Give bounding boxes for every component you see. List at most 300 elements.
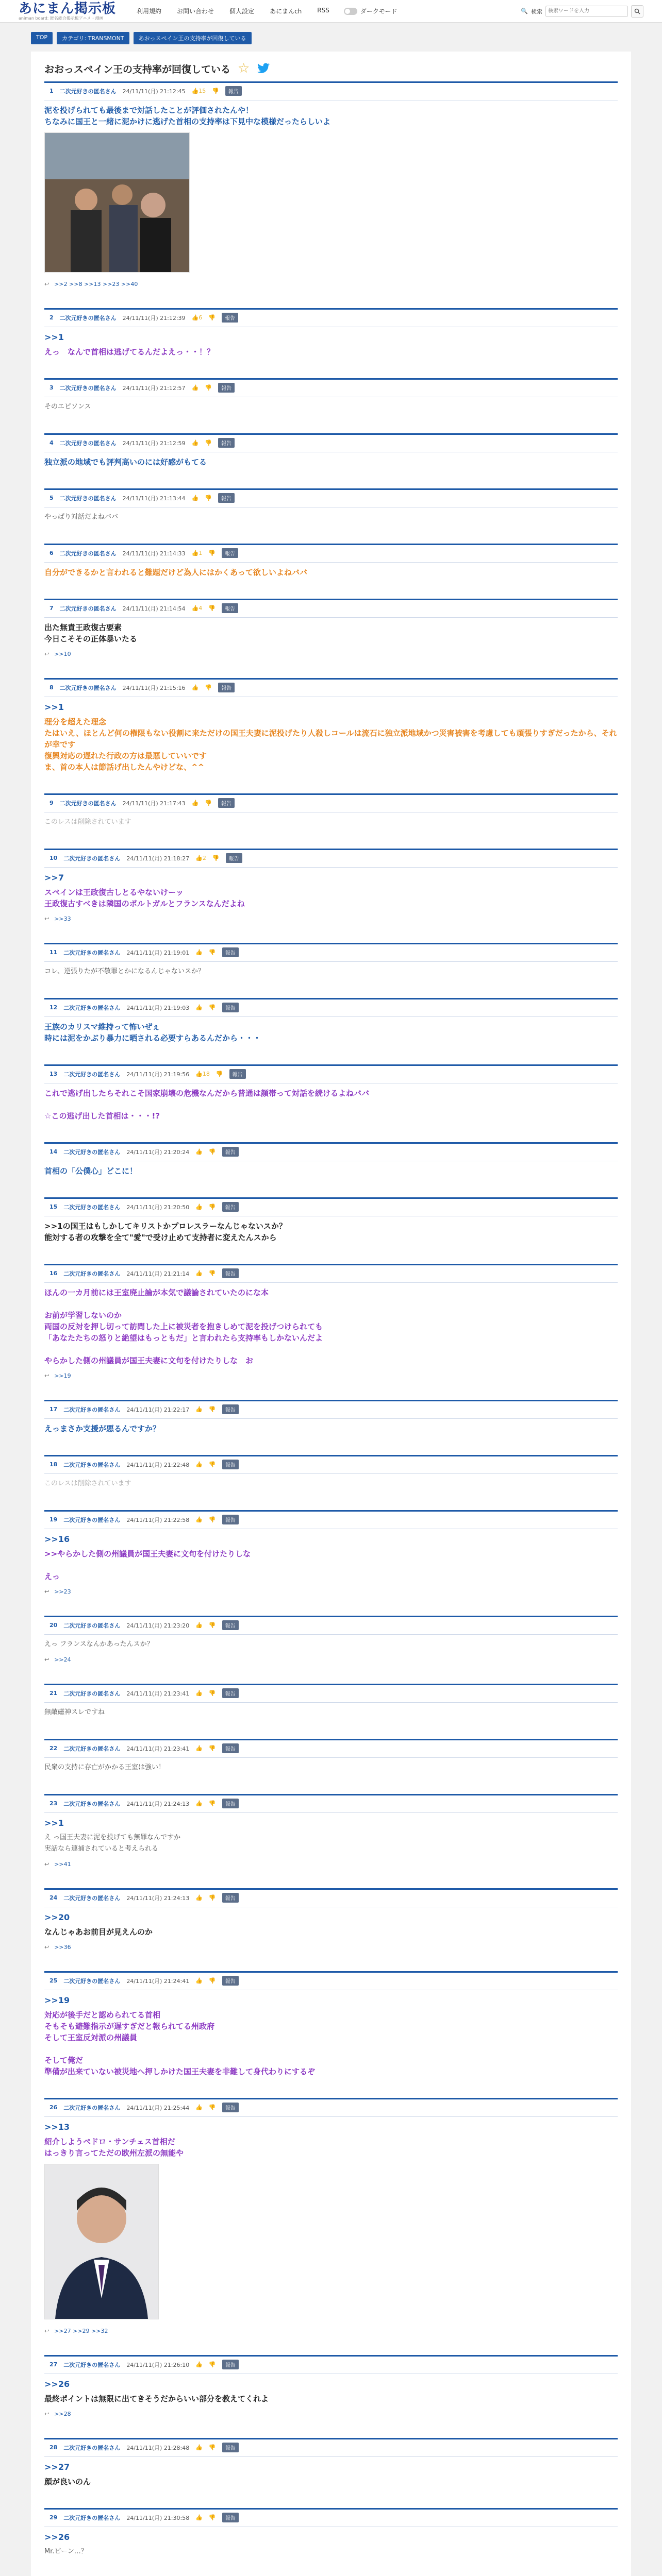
post-date: 24/11/11(月) 21:12:59 <box>122 439 186 447</box>
post-body: 泥を投げられても最後まで対話したことが評価されたんや！ ちなみに国王と一緒に泥かけに逃げた首相の支持率は下見中な模様だったらしいよ <box>44 106 331 126</box>
poster-name: 二次元好きの匿名さん <box>63 1516 121 1523</box>
upvote-icon[interactable]: 👍 <box>195 1894 203 1901</box>
upvote-icon[interactable]: 👍15 <box>191 88 206 94</box>
report-button[interactable]: 報告 <box>218 438 235 448</box>
post-number[interactable]: 27 <box>49 2361 58 2368</box>
reply-anchor[interactable]: >>1 <box>44 332 64 342</box>
poster-name: 二次元好きの匿名さん <box>63 1690 121 1697</box>
upvote-icon[interactable]: 👍 <box>195 2444 203 2451</box>
reply-anchor[interactable]: >>19 <box>44 1995 70 2005</box>
downvote-icon[interactable]: 👎 <box>208 1461 216 1468</box>
report-button[interactable]: 報告 <box>222 2103 239 2112</box>
report-button[interactable]: 報告 <box>218 493 235 503</box>
magnifier-icon <box>634 8 640 14</box>
post-number[interactable]: 9 <box>49 800 54 806</box>
upvote-icon[interactable]: 👍 <box>195 1406 203 1413</box>
reply-links <box>44 651 618 657</box>
upvote-icon[interactable]: 👍18 <box>195 1071 210 1077</box>
reply-link-list[interactable]: >>2 >>8 >>13 >>23 >>40 <box>54 281 138 287</box>
downvote-icon[interactable]: 👎 <box>208 949 216 956</box>
report-button[interactable]: 報告 <box>222 1404 239 1414</box>
post-date: 24/11/11(月) 21:17:43 <box>122 800 186 807</box>
post-header <box>44 1268 618 1283</box>
upvote-icon[interactable]: 👍 <box>195 1745 203 1752</box>
reply-links <box>44 2328 618 2334</box>
reply-icon: ↩ <box>44 1588 49 1595</box>
downvote-icon[interactable]: 👎 <box>208 1894 216 1901</box>
thread-title-row <box>44 57 618 81</box>
reply-link-list[interactable]: >>41 <box>54 1861 71 1868</box>
nav-terms[interactable]: 利用規約 <box>137 8 162 15</box>
downvote-icon[interactable]: 👎 <box>216 1071 223 1077</box>
post <box>44 1888 618 1951</box>
toggle-track[interactable] <box>344 8 357 15</box>
downvote-icon[interactable]: 👎 <box>208 2104 216 2111</box>
post-date: 24/11/11(月) 21:26:10 <box>126 2361 190 2368</box>
upvote-icon[interactable]: 👍 <box>195 2514 203 2521</box>
post-date: 24/11/11(月) 21:19:56 <box>126 1071 190 1078</box>
post <box>44 544 618 578</box>
post <box>44 1064 618 1122</box>
post-date: 24/11/11(月) 21:14:33 <box>122 550 186 557</box>
report-button[interactable]: 報告 <box>222 1620 239 1630</box>
upvote-icon[interactable]: 👍 <box>195 1204 203 1210</box>
report-button[interactable]: 報告 <box>222 947 239 957</box>
logo-subtext: animan board: 匿名総合掲示板アニメ・漫画 <box>19 15 104 21</box>
post-number[interactable]: 15 <box>49 1204 58 1210</box>
post-date: 24/11/11(月) 21:18:27 <box>126 855 190 862</box>
report-button[interactable]: 報告 <box>222 1268 239 1278</box>
post-body: やっぱり対話だよねババ <box>44 513 119 521</box>
report-button[interactable]: 報告 <box>218 383 235 393</box>
report-button[interactable]: 報告 <box>222 1460 239 1469</box>
reply-link-list[interactable]: >>28 <box>54 2411 71 2417</box>
downvote-icon[interactable]: 👎 <box>212 855 220 861</box>
downvote-icon[interactable]: 👎 <box>208 1977 216 1984</box>
reply-link-list[interactable]: >>24 <box>54 1656 71 1663</box>
post-header <box>44 1460 618 1474</box>
post-number[interactable]: 17 <box>49 1406 58 1413</box>
upvote-icon[interactable]: 👍2 <box>195 855 206 861</box>
post-number[interactable]: 16 <box>49 1270 58 1277</box>
post-date: 24/11/11(月) 21:14:54 <box>122 605 186 612</box>
poster-name: 二次元好きの匿名さん <box>63 2444 121 2451</box>
report-button[interactable]: 報告 <box>222 1893 239 1903</box>
poster-name: 二次元好きの匿名さん <box>63 1461 121 1468</box>
poster-name: 二次元好きの匿名さん <box>63 1071 121 1078</box>
report-button[interactable]: 報告 <box>222 1976 239 1986</box>
post-header <box>44 947 618 962</box>
post-date: 24/11/11(月) 21:22:48 <box>126 1461 190 1468</box>
post-number[interactable]: 5 <box>49 495 54 501</box>
post-number[interactable]: 12 <box>49 1004 58 1011</box>
post-header <box>44 313 618 327</box>
poster-name: 二次元好きの匿名さん <box>63 855 121 862</box>
poster-name: 二次元好きの匿名さん <box>59 684 117 691</box>
page-title: おおっスペイン王の支持率が回復している <box>44 63 231 75</box>
post-header <box>44 2513 618 2527</box>
post-number[interactable]: 19 <box>49 1516 58 1523</box>
report-button[interactable]: 報告 <box>226 853 242 863</box>
downvote-icon[interactable]: 👎 <box>205 439 212 446</box>
nav-settings[interactable]: 個人設定 <box>229 8 255 15</box>
post-date: 24/11/11(月) 21:22:17 <box>126 1406 190 1413</box>
dark-mode-toggle[interactable] <box>344 7 398 15</box>
breadcrumb-thread[interactable]: あおっスペイン王の支持率が回復している <box>134 32 252 44</box>
post-header <box>44 493 618 507</box>
post-list <box>44 81 618 2576</box>
downvote-icon[interactable]: 👎 <box>208 2444 216 2451</box>
report-button[interactable]: 報告 <box>222 548 238 558</box>
post-body: 独立派の地域でも評判高いのには好感がもてる <box>44 457 207 467</box>
reply-link-list[interactable]: >>10 <box>54 651 71 657</box>
post-body: えっまさか支援が悪るんですか？ <box>44 1424 161 1433</box>
poster-name: 二次元好きの匿名さん <box>59 495 117 502</box>
post-number[interactable]: 3 <box>49 384 54 391</box>
reply-icon: ↩ <box>44 1372 49 1379</box>
post-date: 24/11/11(月) 21:13:44 <box>122 495 186 502</box>
post-body: 自分ができるかと言われると難題だけど為人にはかくあって欲しいよねババ <box>44 568 307 577</box>
post <box>44 793 618 828</box>
downvote-icon[interactable]: 👎 <box>208 314 216 321</box>
poster-name: 二次元好きの匿名さん <box>63 1270 121 1277</box>
post <box>44 1400 618 1434</box>
upvote-icon[interactable]: 👍 <box>195 1516 203 1523</box>
downvote-icon[interactable]: 👎 <box>208 550 216 556</box>
post-body: このレスは削除されています <box>44 1480 131 1487</box>
reply-links <box>44 281 618 287</box>
poster-name: 二次元好きの匿名さん <box>63 1894 121 1902</box>
reply-links <box>44 1861 618 1868</box>
post-number[interactable]: 1 <box>49 88 54 94</box>
post-body: 民衆の支持に存亡がかかる王室は強い！ <box>44 1764 166 1771</box>
post-body: 最終ポイントは無限に出てきそうだからいい部分を教えてくれよ <box>44 2394 269 2403</box>
post <box>44 378 618 413</box>
reply-anchor[interactable]: >>26 <box>44 2379 70 2389</box>
post-number[interactable]: 20 <box>49 1622 58 1629</box>
post-date: 24/11/11(月) 21:25:44 <box>126 2104 190 2111</box>
post-body: えっ なんで首相は逃げてるんだよえっ・・！？ <box>44 347 215 357</box>
post-body: 出た無責王政復古要素 今日こそその正体暴いたる <box>44 623 138 643</box>
post-number[interactable]: 4 <box>49 439 54 446</box>
favorite-star-icon[interactable]: ☆ <box>238 61 250 76</box>
post-date: 24/11/11(月) 21:23:20 <box>126 1622 190 1629</box>
post-body: >>1の国王はもしかしてキリストかプロレスラーなんじゃないスか？ 能対する者の攻撃を全て"愛"で受け止めて支持者に変えたんスから <box>44 1222 287 1242</box>
downvote-icon[interactable]: 👎 <box>208 2514 216 2521</box>
downvote-icon[interactable]: 👎 <box>212 88 219 94</box>
downvote-icon[interactable]: 👎 <box>205 684 212 691</box>
post-date: 24/11/11(月) 21:22:58 <box>126 1516 190 1523</box>
post-body: 首相の「公僕心」どこに！ <box>44 1166 138 1176</box>
poster-name: 二次元好きの匿名さん <box>59 439 117 447</box>
post-body: 無敵磁神スレですね <box>44 1708 105 1716</box>
post-number[interactable]: 2 <box>49 314 54 321</box>
post-header <box>44 1976 618 1990</box>
reply-links <box>44 1656 618 1663</box>
reply-links <box>44 1588 618 1595</box>
post-number[interactable]: 8 <box>49 684 54 691</box>
post-body: スペインは王政復古しとるやないけーッ 王政復古すべきは隣国のポルトガルとフランスなんだよね <box>44 888 245 908</box>
upvote-icon[interactable]: 👍 <box>195 1004 203 1011</box>
post-number[interactable]: 24 <box>49 1894 58 1901</box>
upvote-icon[interactable]: 👍 <box>195 1690 203 1697</box>
upvote-icon[interactable]: 👍 <box>195 1148 203 1155</box>
post-body: 対応が後手だと認められてる首相 そもそも避難指示が遅すぎだと報られてる州政府 そして王室反対派の州議員 そして俺だ 準備が出来ていない被災地へ押しかけた国王夫妻を非難して身代わりにするぞ <box>44 2010 316 2076</box>
post <box>44 81 618 287</box>
post-date: 24/11/11(月) 21:23:41 <box>126 1690 190 1697</box>
post-date: 24/11/11(月) 21:12:45 <box>122 88 186 95</box>
top-bar <box>0 0 662 23</box>
poster-name: 二次元好きの匿名さん <box>59 88 117 95</box>
post-header <box>44 603 618 618</box>
breadcrumb-top[interactable]: TOP <box>31 32 53 44</box>
reply-icon: ↩ <box>44 2328 49 2334</box>
reply-link-list[interactable]: >>36 <box>54 1944 71 1951</box>
main-nav <box>137 7 329 15</box>
post-body: ほんの一カ月前には王室廃止論が本気で議論されていたのにな本 お前が学習しないのか 両国の反対を押し切って訪問した上に被災者を抱きしめて泥を投げつけられても 「あなたたちの怒りと絶望はもっともだ」と言われたら支持率もしかないんだよ やらかした側の州議員が国王夫妻に文句を付けたりしな お <box>44 1288 323 1365</box>
post-header <box>44 2443 618 2457</box>
search-button[interactable] <box>631 5 643 18</box>
post-header <box>44 1799 618 1813</box>
reply-links <box>44 916 618 922</box>
downvote-icon[interactable]: 👎 <box>208 605 216 612</box>
post-header <box>44 1404 618 1419</box>
reply-anchor[interactable]: >>13 <box>44 2122 70 2132</box>
post-date: 24/11/11(月) 21:12:57 <box>122 384 186 392</box>
poster-name: 二次元好きの匿名さん <box>63 1622 121 1629</box>
search-icon: 🔍 <box>521 8 528 14</box>
poster-name: 二次元好きの匿名さん <box>63 1148 121 1156</box>
report-button[interactable]: 報告 <box>222 2360 239 2369</box>
report-button[interactable]: 報告 <box>222 1202 239 1212</box>
post-header <box>44 1515 618 1529</box>
report-button[interactable]: 報告 <box>222 2513 239 2522</box>
post-header <box>44 383 618 397</box>
upvote-icon[interactable]: 👍 <box>195 1461 203 1468</box>
report-button[interactable]: 報告 <box>218 683 235 692</box>
upvote-icon[interactable]: 👍 <box>195 2104 203 2111</box>
post <box>44 1739 618 1773</box>
upvote-icon[interactable]: 👍 <box>191 439 199 446</box>
post <box>44 1510 618 1595</box>
post <box>44 1197 618 1243</box>
upvote-icon[interactable]: 👍 <box>195 1270 203 1277</box>
post <box>44 308 618 358</box>
downvote-icon[interactable]: 👎 <box>208 1516 216 1523</box>
downvote-icon[interactable]: 👎 <box>208 1148 216 1155</box>
reply-icon: ↩ <box>44 2411 49 2417</box>
report-button[interactable]: 報告 <box>222 1799 239 1808</box>
post-body: このレスは削除されています <box>44 818 131 826</box>
post-body: 王族のカリスマ維持って怖いぜぇ 時には泥をかぶり暴力に晒される必要すらあるんだから・・・ <box>44 1022 261 1043</box>
post-body: そのエピソンス <box>44 403 91 411</box>
post-number[interactable]: 25 <box>49 1977 58 1984</box>
report-button[interactable]: 報告 <box>222 1147 239 1157</box>
downvote-icon[interactable]: 👎 <box>208 1745 216 1752</box>
reply-links <box>44 2411 618 2417</box>
post-body: コレ、逆張りたが不敬罪とかになるんじゃないスか？ <box>44 968 205 975</box>
post-body: Mr.ビーン…？ <box>44 2548 88 2555</box>
upvote-icon[interactable]: 👍 <box>195 1622 203 1629</box>
report-button[interactable]: 報告 <box>222 1515 239 1524</box>
reply-icon: ↩ <box>44 916 49 922</box>
post-date: 24/11/11(月) 21:28:48 <box>126 2444 190 2451</box>
reply-link-list[interactable]: >>33 <box>54 916 71 922</box>
post <box>44 849 618 922</box>
reply-icon: ↩ <box>44 1944 49 1951</box>
reply-anchor[interactable]: >>7 <box>44 873 64 883</box>
post-body: >>やらかした側の州議員が国王夫妻に文句を付けたりしな えっ <box>44 1549 251 1581</box>
nav-animanch[interactable]: あにまんch <box>270 8 302 15</box>
poster-name: 二次元好きの匿名さん <box>59 605 117 612</box>
reply-anchor[interactable]: >>1 <box>44 702 64 712</box>
post-header <box>44 2360 618 2374</box>
reply-anchor[interactable]: >>1 <box>44 1818 64 1828</box>
report-button[interactable]: 報告 <box>229 1069 246 1079</box>
report-button[interactable]: 報告 <box>225 86 242 96</box>
post-header <box>44 1688 618 1703</box>
post-body: 紹介しようペドロ・サンチェス首相だ はっきり言ってただの欧州左派の無能や <box>44 2137 184 2158</box>
post-header <box>44 2103 618 2117</box>
post <box>44 2508 618 2557</box>
post-header <box>44 438 618 452</box>
upvote-icon[interactable]: 👍 <box>195 1800 203 1807</box>
breadcrumb-category[interactable]: カテゴリ: TRANSMONT <box>57 32 129 44</box>
downvote-icon[interactable]: 👎 <box>205 384 212 391</box>
twitter-share-icon[interactable] <box>257 63 270 74</box>
downvote-icon[interactable]: 👎 <box>208 1800 216 1807</box>
upvote-icon[interactable]: 👍 <box>191 684 199 691</box>
post-header <box>44 853 618 868</box>
post <box>44 1142 618 1177</box>
upvote-icon[interactable]: 👍6 <box>191 314 203 321</box>
portrait-image[interactable] <box>44 2164 159 2319</box>
post-header <box>44 86 618 100</box>
reply-icon: ↩ <box>44 651 49 657</box>
post-body: これで逃げ出したらそれこそ国家崩壊の危機なんだから普通は顔帯って対話を続けるよねババ ☆この逃げ出した首相は・・・!? <box>44 1089 370 1121</box>
breadcrumb <box>0 23 662 44</box>
post-date: 24/11/11(月) 21:20:50 <box>126 1204 190 1211</box>
search-area <box>521 5 643 18</box>
post-number[interactable]: 18 <box>49 1461 58 1468</box>
reply-anchor[interactable]: >>27 <box>44 2462 70 2472</box>
upvote-icon[interactable]: 👍 <box>195 1977 203 1984</box>
post-number[interactable]: 13 <box>49 1071 58 1077</box>
report-button[interactable]: 報告 <box>222 313 238 323</box>
reply-link-list[interactable]: >>27 >>29 >>32 <box>54 2328 108 2334</box>
search-input[interactable] <box>545 6 628 17</box>
upvote-icon[interactable]: 👍 <box>191 384 199 391</box>
dark-mode-label: ダークモード <box>360 8 398 15</box>
report-button[interactable]: 報告 <box>222 1743 239 1753</box>
post-body: 顔が良いのん <box>44 2477 91 2486</box>
post-number[interactable]: 6 <box>49 550 54 556</box>
post-header <box>44 1620 618 1635</box>
downvote-icon[interactable]: 👎 <box>208 1690 216 1697</box>
post-number[interactable]: 21 <box>49 1690 58 1697</box>
post-number[interactable]: 29 <box>49 2514 58 2521</box>
post <box>44 1616 618 1663</box>
reply-link-list[interactable]: >>19 <box>54 1372 71 1379</box>
poster-name: 二次元好きの匿名さん <box>63 2104 121 2111</box>
site-logo[interactable] <box>19 2 116 21</box>
post-number[interactable]: 28 <box>49 2444 58 2451</box>
upvote-icon[interactable]: 👍4 <box>191 605 203 612</box>
upvote-icon[interactable]: 👍1 <box>191 550 203 556</box>
post-date: 24/11/11(月) 21:30:58 <box>126 2514 190 2521</box>
post-number[interactable]: 7 <box>49 605 54 612</box>
report-button[interactable]: 報告 <box>218 798 235 808</box>
post <box>44 433 618 468</box>
downvote-icon[interactable]: 👎 <box>208 1004 216 1011</box>
upvote-icon[interactable]: 👍 <box>195 949 203 956</box>
upvote-icon[interactable]: 👍 <box>191 495 199 501</box>
reply-icon: ↩ <box>44 281 49 287</box>
upvote-icon[interactable]: 👍 <box>195 2361 203 2368</box>
report-button[interactable]: 報告 <box>222 2443 239 2452</box>
post-image[interactable] <box>44 132 190 273</box>
reply-anchor[interactable]: >>20 <box>44 1912 70 1922</box>
downvote-icon[interactable]: 👎 <box>205 800 212 806</box>
post <box>44 488 618 523</box>
post-number[interactable]: 10 <box>49 855 58 861</box>
nav-rss[interactable]: RSS <box>317 7 329 14</box>
reply-link-list[interactable]: >>23 <box>54 1588 71 1595</box>
post <box>44 2355 618 2417</box>
poster-name: 二次元好きの匿名さん <box>63 949 121 956</box>
post-number[interactable]: 23 <box>49 1800 58 1807</box>
poster-name: 二次元好きの匿名さん <box>59 314 117 321</box>
downvote-icon[interactable]: 👎 <box>208 1406 216 1413</box>
post-header <box>44 1202 618 1216</box>
downvote-icon[interactable]: 👎 <box>208 1204 216 1210</box>
reply-anchor[interactable]: >>16 <box>44 1534 70 1544</box>
post <box>44 998 618 1044</box>
post <box>44 678 618 773</box>
reply-icon: ↩ <box>44 1656 49 1663</box>
downvote-icon[interactable]: 👎 <box>208 2361 216 2368</box>
report-button[interactable]: 報告 <box>222 1688 239 1698</box>
post-header <box>44 683 618 697</box>
post-body: 理分を超えた理念 たはいえ、ほとんど何の権限もない役割に来ただけの国王夫妻に泥投げたり人殺しコールは流石に独立派地域かつ災害被害を考慮しても頑張りすぎだったから、それが幸です 復興対応の遅れた行政の方は最悪していいです ま、首の本人は節話げ出したんやけどな、^^ <box>44 717 617 772</box>
poster-name: 二次元好きの匿名さん <box>63 1745 121 1752</box>
post-number[interactable]: 11 <box>49 949 58 956</box>
post-number[interactable]: 22 <box>49 1745 58 1752</box>
poster-name: 二次元好きの匿名さん <box>63 1977 121 1985</box>
post <box>44 1971 618 2077</box>
post-date: 24/11/11(月) 21:23:41 <box>126 1745 190 1752</box>
post <box>44 1684 618 1718</box>
report-button[interactable]: 報告 <box>222 1003 239 1012</box>
reply-anchor[interactable]: >>26 <box>44 2532 70 2542</box>
reply-links <box>44 1372 618 1379</box>
post-header <box>44 1147 618 1161</box>
reply-links <box>44 1944 618 1951</box>
post-header <box>44 1893 618 1907</box>
nav-contact[interactable]: お問い合わせ <box>177 8 214 15</box>
thread-container <box>31 52 631 2576</box>
post-number[interactable]: 14 <box>49 1148 58 1155</box>
post-number[interactable]: 26 <box>49 2104 58 2111</box>
downvote-icon[interactable]: 👎 <box>208 1622 216 1629</box>
downvote-icon[interactable]: 👎 <box>208 1270 216 1277</box>
report-button[interactable]: 報告 <box>222 603 238 613</box>
downvote-icon[interactable]: 👎 <box>205 495 212 501</box>
search-label: 検索 <box>531 8 542 15</box>
upvote-icon[interactable]: 👍 <box>191 800 199 806</box>
post-date: 24/11/11(月) 21:19:01 <box>126 949 190 956</box>
post <box>44 2438 618 2487</box>
